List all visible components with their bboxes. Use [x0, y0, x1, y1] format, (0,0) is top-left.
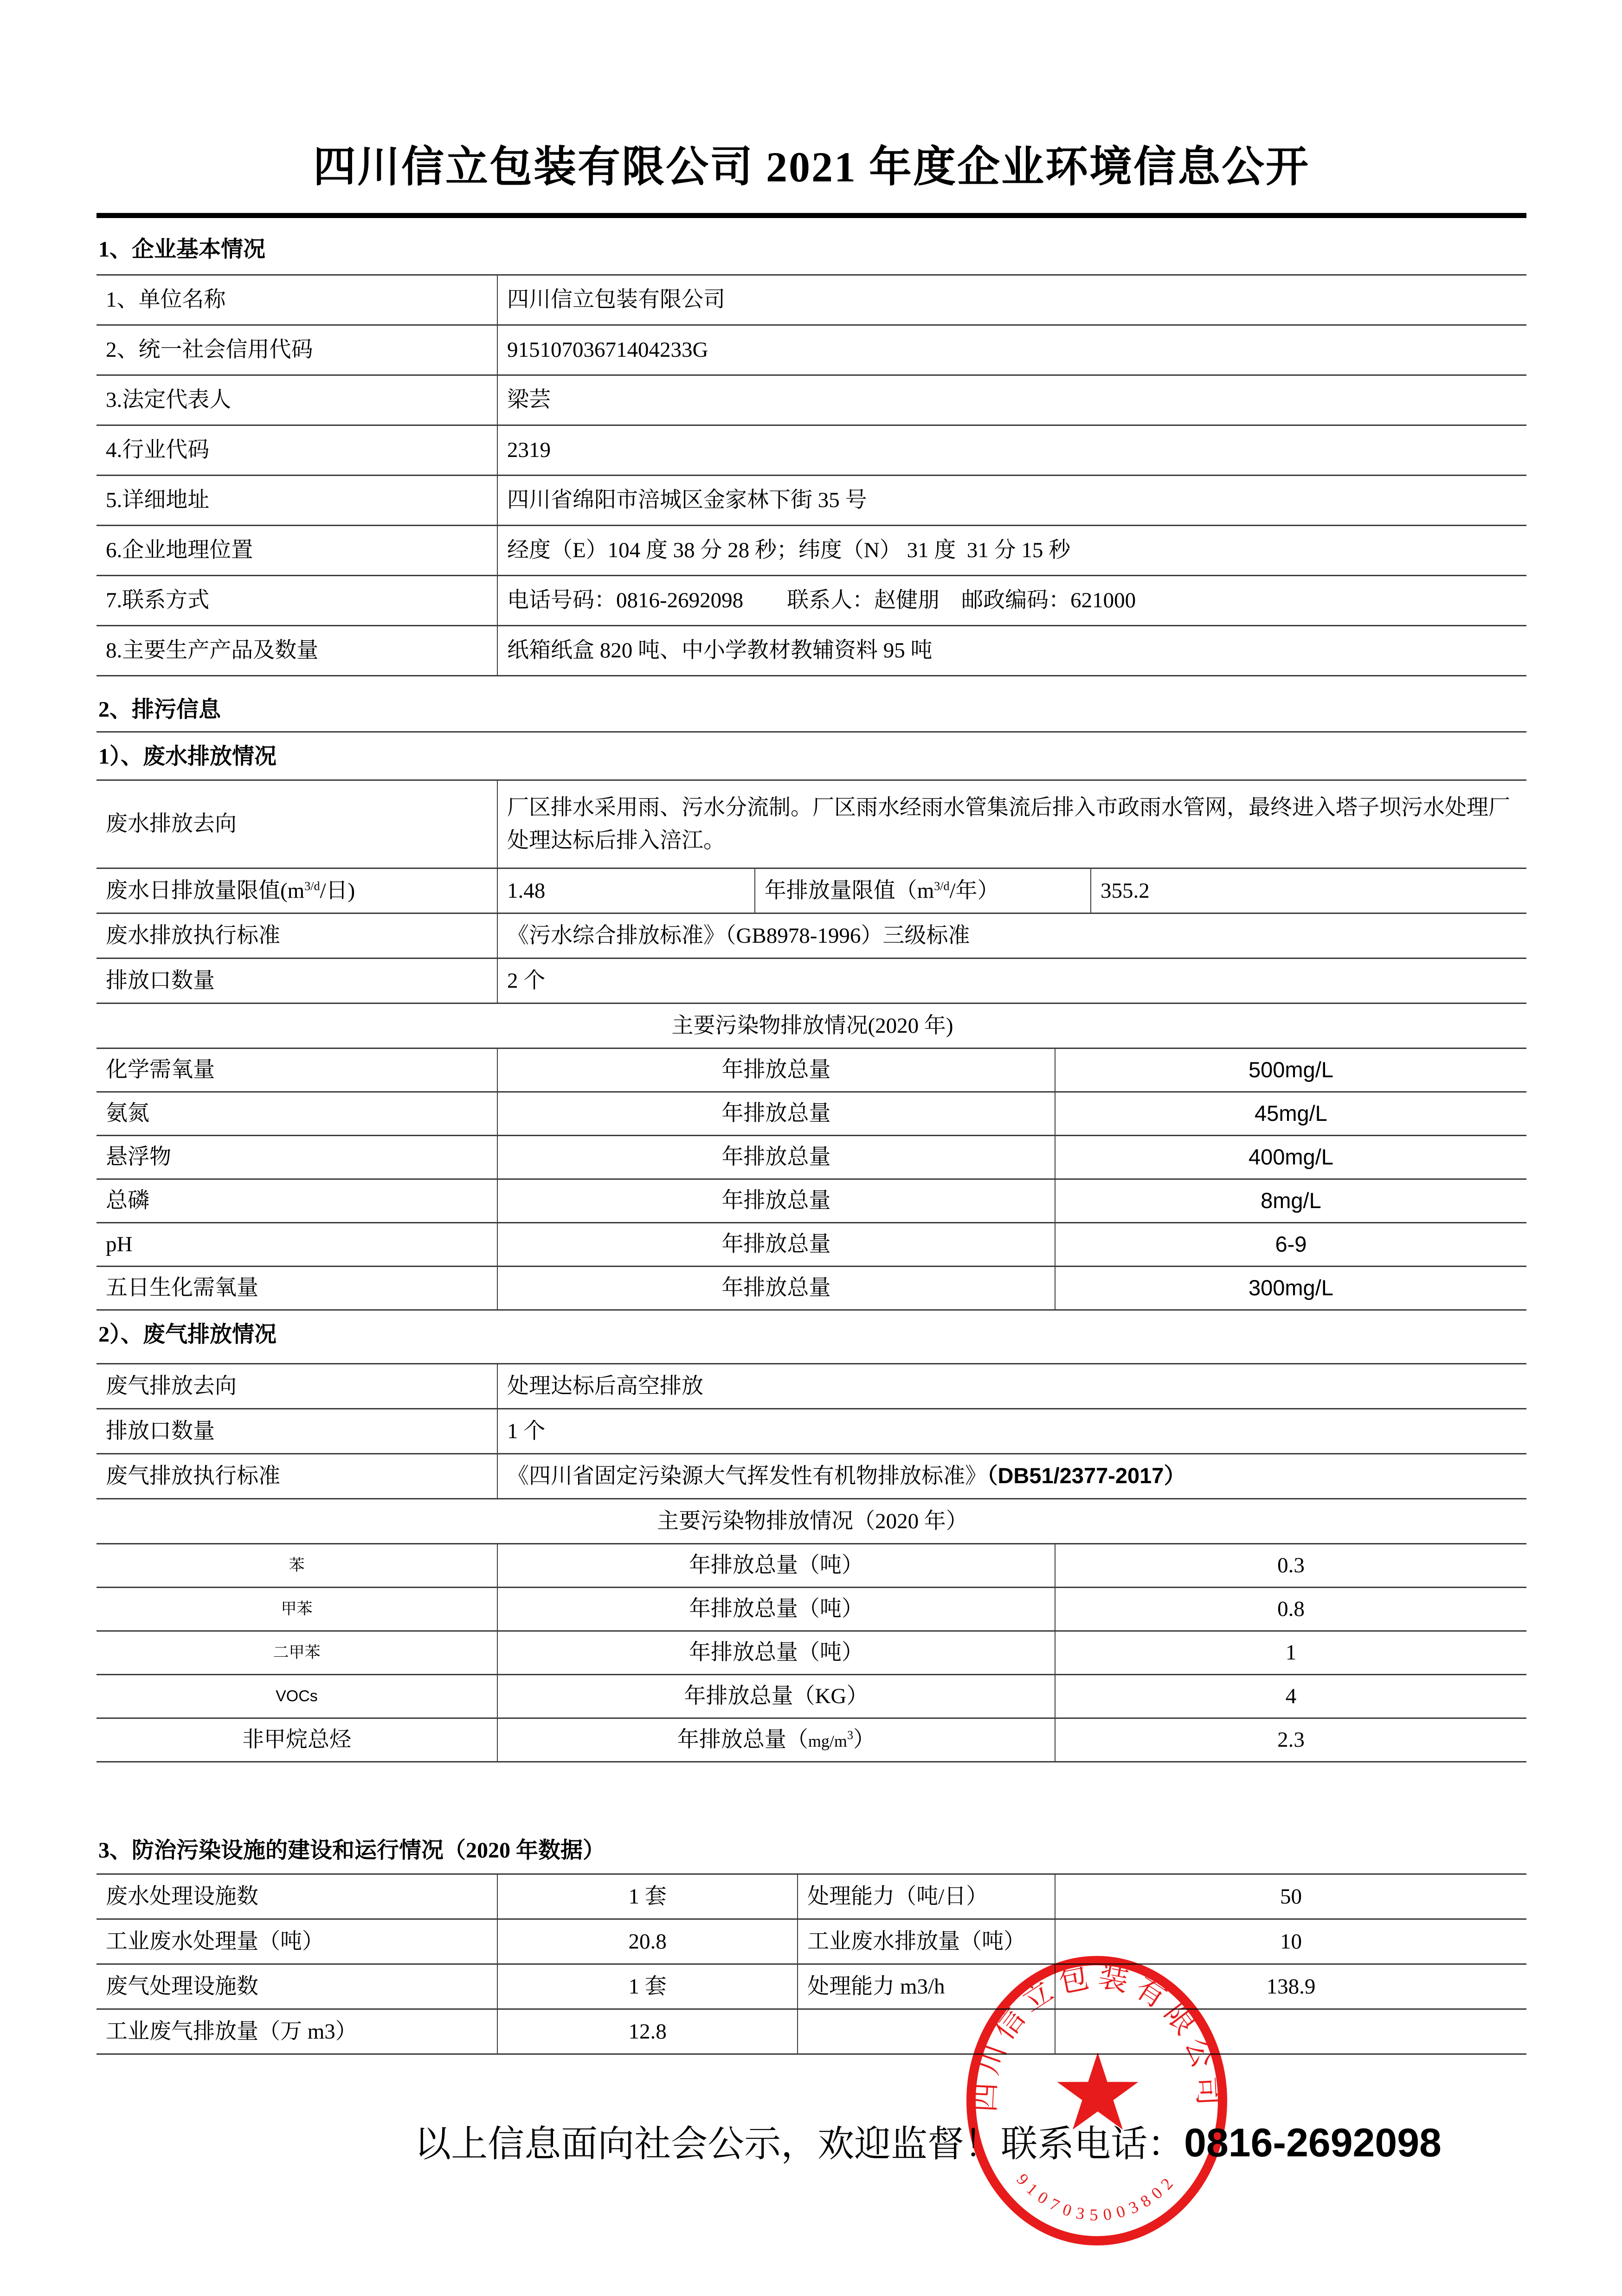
capacity-value: 50 [1055, 1875, 1526, 1918]
section1-heading: 1、企业基本情况 [98, 237, 266, 262]
section3-heading: 3、防治污染设施的建设和运行情况（2020 年数据） [98, 1838, 605, 1863]
row-value: 纸箱纸盒 820 吨、中小学教材教辅资料 95 吨 [497, 626, 1526, 675]
facilities-table [97, 1873, 1526, 2055]
pollutant-name: 苯 [289, 1556, 305, 1574]
seal-serial-text: 9107035003802 [1013, 2170, 1181, 2225]
row-value: 2 个 [497, 959, 1526, 1003]
pollutant-row [97, 1544, 1526, 1588]
pollutant-row [97, 1588, 1526, 1632]
company-seal-stamp [966, 1956, 1227, 2245]
title-rule [97, 213, 1526, 218]
row-value: 《污水综合排放标准》（GB8978-1996）三级标准 [497, 914, 1526, 958]
footer-text: 以上信息面向社会公示，欢迎监督！联系电话： [414, 2124, 1184, 2165]
pollutant-name: 非甲烷总烃 [242, 1728, 351, 1752]
pollutant-name: 总磷 [106, 1189, 149, 1213]
table-row [97, 576, 1526, 626]
table-row [97, 914, 1526, 959]
wastegas-heading: 2）、废气排放情况 [98, 1322, 277, 1347]
row-label: 废气排放执行标准 [106, 1464, 280, 1488]
table-row [97, 869, 1526, 914]
page-title: 四川信立包装有限公司 2021 年度企业环境信息公开 [313, 143, 1310, 191]
pollutant-metric: 年排放总量$(mg/m^3)$ [497, 1719, 1055, 1761]
pollutant-row [97, 1180, 1526, 1223]
table-row [97, 959, 1526, 1004]
pollutant-metric: 年排放总量 [497, 1093, 1055, 1135]
pollutant-value: 1 [1055, 1632, 1526, 1674]
table-row [97, 1409, 1526, 1454]
row-label: 废气排放去向 [106, 1374, 237, 1398]
pollutant-value: 300mg/L [1055, 1267, 1526, 1309]
daily-limit-label: 废水日排放量限值($m^{3/d}/$日) [106, 878, 355, 903]
table-row [97, 526, 1526, 576]
pollutant-name: pH [106, 1232, 133, 1257]
pollutant-row [97, 1223, 1526, 1267]
pollutant-metric: 年排放总量（吨） [497, 1544, 1055, 1587]
table-row [97, 426, 1526, 476]
row-value: 2319 [497, 426, 1526, 475]
pollutant-name: VOCs [276, 1687, 318, 1705]
pollutant-metric: 年排放总量 [497, 1136, 1055, 1178]
row-label: 2、统一社会信用代码 [106, 337, 313, 362]
capacity-value: 10 [1055, 1920, 1526, 1963]
pollutant-value: 400mg/L [1055, 1136, 1526, 1178]
row-value: 经度（E）104 度 38 分 28 秒；纬度（N） 31 度 31 分 15 秒 [497, 526, 1526, 575]
row-value: 四川信立包装有限公司 [497, 276, 1526, 324]
pollutant-metric: 年排放总量 [497, 1049, 1055, 1091]
footer-phone: 0816-2692098 [1184, 2121, 1442, 2165]
wastewater-heading: 1）、废水排放情况 [98, 744, 277, 769]
row-label: 排放口数量 [106, 968, 215, 993]
yearly-limit-value: 355.2 [1090, 869, 1526, 913]
row-label: 6.企业地理位置 [106, 538, 253, 562]
capacity-label: 工业废水排放量（吨） [797, 1920, 1055, 1963]
pollutant-metric: 年排放总量 [497, 1267, 1055, 1309]
row-label: 废水排放执行标准 [106, 923, 280, 948]
row-value: 91510703671404233G [497, 326, 1526, 374]
seal-company-text: 四川信立包装有限公司 [968, 1959, 1226, 2113]
table-row [97, 626, 1526, 676]
pollutant-metric: 年排放总量 [497, 1223, 1055, 1266]
row-label: 7.联系方式 [106, 588, 210, 612]
row-value: 梁芸 [497, 376, 1526, 424]
row-label: 排放口数量 [106, 1419, 215, 1443]
table-row [97, 376, 1526, 426]
wastegas-table [97, 1363, 1526, 1762]
star-icon [1057, 2052, 1139, 2129]
document-content [97, 0, 1526, 2055]
row-label: 4.行业代码 [106, 437, 210, 462]
pollutant-row [97, 1267, 1526, 1311]
row-label: 8.主要生产产品及数量 [106, 638, 319, 662]
row-label: 3.法定代表人 [106, 387, 232, 412]
pollutant-value: 4 [1055, 1675, 1526, 1717]
pollutant-row [97, 1093, 1526, 1136]
pollutant-name: 甲苯 [281, 1600, 313, 1618]
section2-heading: 2、排污信息 [97, 695, 1526, 733]
table-row [97, 476, 1526, 526]
table-row [97, 1875, 1526, 1920]
pollutants-heading: 主要污染物排放情况（2020 年） [657, 1509, 968, 1533]
pollutants-header-row [97, 1004, 1526, 1049]
capacity-label: 处理能力 m3/h [797, 1965, 1055, 2008]
row-value: 处理达标后高空排放 [497, 1364, 1526, 1408]
facility-value: 20.8 [497, 1920, 797, 1963]
table-row [97, 276, 1526, 326]
table-row [97, 1454, 1526, 1499]
facility-value: 12.8 [497, 2010, 797, 2053]
pollutant-row [97, 1719, 1526, 1762]
pollutant-name: 化学需氧量 [106, 1058, 215, 1082]
pollutant-value: 8mg/L [1055, 1180, 1526, 1222]
row-label: 1、单位名称 [106, 287, 226, 312]
pollutant-row [97, 1675, 1526, 1719]
row-value: 《四川省固定污染源大气挥发性有机物排放标准》（DB51/2377-2017） [497, 1454, 1526, 1498]
daily-limit-value: 1.48 [497, 869, 754, 913]
table-row [97, 326, 1526, 376]
row-value: 1 个 [497, 1409, 1526, 1453]
wastewater-table [97, 779, 1526, 1311]
pollutant-metric: 年排放总量（吨） [497, 1588, 1055, 1630]
table-row [97, 1965, 1526, 2010]
pollutant-value: 0.8 [1055, 1588, 1526, 1630]
row-value: 四川省绵阳市涪城区金家林下街 35 号 [497, 476, 1526, 525]
facility-label: 工业废水处理量（吨） [106, 1929, 324, 1954]
table-row [97, 1920, 1526, 1965]
row-value: 厂区排水采用雨、污水分流制。厂区雨水经雨水管集流后排入市政雨水管网，最终进入塔子坝污水处理厂处理达标后排入涪江。 [497, 781, 1526, 868]
pollutant-metric: 年排放总量（KG） [497, 1675, 1055, 1717]
row-label: 废水排放去向 [106, 812, 237, 836]
pollutant-name: 五日生化需氧量 [106, 1276, 258, 1300]
pollutant-name: 氨氮 [106, 1101, 149, 1126]
pollutant-value: 45mg/L [1055, 1093, 1526, 1135]
table-row [97, 1364, 1526, 1409]
pollutant-value: 6-9 [1055, 1223, 1526, 1266]
footer-notice [241, 2118, 1615, 2168]
pollutants-header-row [97, 1499, 1526, 1544]
company-info-table [97, 274, 1526, 676]
pollutant-row [97, 1632, 1526, 1675]
table-row [97, 2010, 1526, 2055]
pollutant-value: 0.3 [1055, 1544, 1526, 1587]
facility-label: 废水处理设施数 [106, 1884, 258, 1909]
facility-value: 1 套 [497, 1965, 797, 2008]
pollutant-name: 悬浮物 [106, 1145, 171, 1170]
pollutant-metric: 年排放总量 [497, 1180, 1055, 1222]
pollutant-row [97, 1049, 1526, 1093]
row-value: 电话号码：0816-2692098 联系人：赵健朋 邮政编码：621000 [497, 576, 1526, 625]
pollutant-value: 500mg/L [1055, 1049, 1526, 1091]
facility-label: 废气处理设施数 [106, 1974, 258, 1999]
row-label: 5.详细地址 [106, 488, 210, 512]
facility-value: 1 套 [497, 1875, 797, 1918]
pollutant-row [97, 1136, 1526, 1180]
yearly-limit-label: 年排放量限值（$m^{3/d}/$年） [754, 869, 1090, 913]
facility-label: 工业废气排放量（万 m3） [106, 2019, 357, 2044]
pollutant-value: 2.3 [1055, 1719, 1526, 1761]
pollutant-name: 二甲苯 [273, 1644, 321, 1661]
capacity-label: 处理能力（吨/日） [797, 1875, 1055, 1918]
table-row [97, 781, 1526, 869]
pollutant-metric: 年排放总量（吨） [497, 1632, 1055, 1674]
pollutants-heading: 主要污染物排放情况(2020 年) [671, 1013, 953, 1038]
capacity-value: 138.9 [1055, 1965, 1526, 2008]
